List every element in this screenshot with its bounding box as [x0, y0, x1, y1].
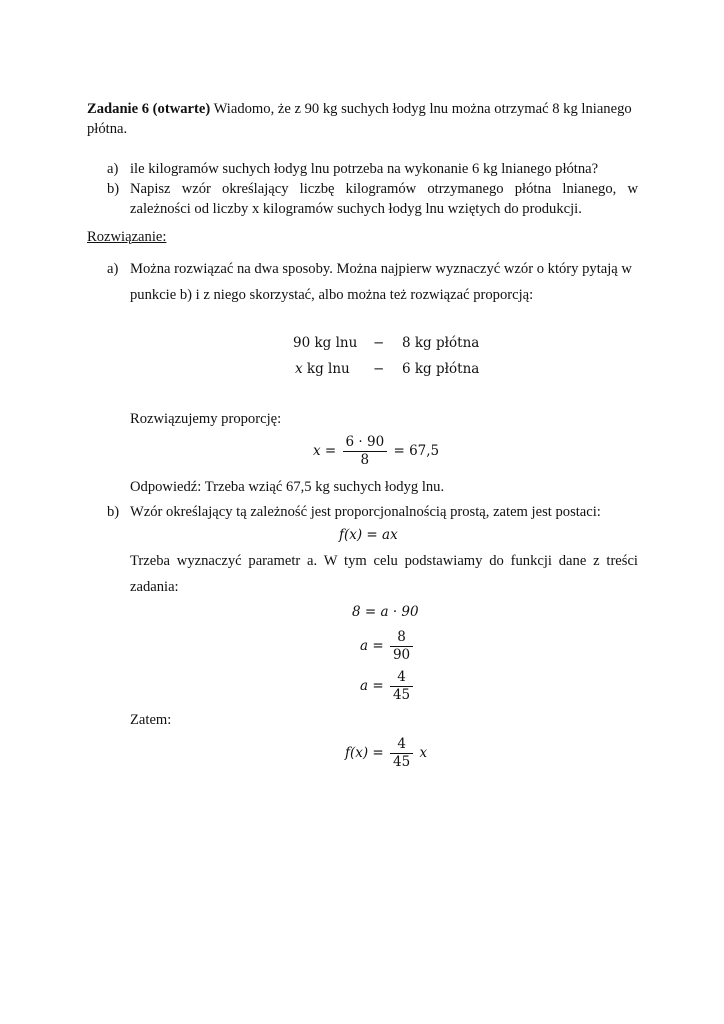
task-text: [87, 101, 632, 118]
equation-b1-text: 8 = a · 90: [352, 604, 419, 620]
task-item-a-marker: a): [107, 161, 119, 177]
formula-direct-proportion: f(x) = ax: [339, 527, 398, 543]
solution-b-line3: zadania:: [130, 579, 179, 595]
solution-heading: Rozwiązanie:: [87, 229, 167, 245]
task-item-b-marker: b): [107, 181, 120, 197]
proportion-left: 90 kg lnu: [293, 335, 358, 351]
final-formula-denominator: 45: [393, 754, 411, 770]
equation-x: [313, 434, 439, 469]
final-formula: [345, 736, 427, 771]
equation-b3-fraction: [390, 669, 413, 704]
solution-b-marker: b): [107, 504, 120, 520]
proportion-dash-1: −: [373, 335, 385, 351]
solution-a-line2: punkcie b) i z niego skorzystać, albo można też rozwiązać proporcją:: [130, 287, 534, 303]
equation-b2-fraction: [390, 629, 413, 664]
task-item-a-text: ile kilogramów suchych łodyg lnu potrzeba na wykonanie 6 kg lnianego płótna?: [130, 161, 599, 177]
final-formula-lhs: f(x) =: [345, 745, 384, 761]
proportion-right-1: 8 kg płótna: [402, 335, 480, 351]
solution-b-line1: Wzór określający tą zależność jest proporcjonalnością prostą, zatem jest postaci:: [130, 504, 601, 520]
proportion-var: x: [295, 361, 303, 377]
equation-x-lhs: x =: [313, 443, 337, 459]
equation-b3-denominator: 45: [392, 687, 411, 703]
task-text-line1: Wiadomo, że z 90 kg suchych łodyg lnu można otrzymać 8 kg lnianego: [210, 101, 632, 117]
equation-b2-denominator: 90: [392, 647, 411, 663]
equation-x-fraction: [343, 434, 388, 469]
equation-b1: [352, 604, 419, 620]
equation-x-rhs: = 67,5: [393, 443, 440, 459]
equation-b3: [360, 669, 415, 704]
therefore-label: Zatem:: [130, 712, 172, 728]
solution-b-line2: Trzeba wyznaczyć parametr a. W tym celu podstawiamy do funkcji dane z treści: [130, 553, 638, 569]
equation-x-denominator: 8: [360, 452, 370, 468]
final-formula-fraction: [390, 736, 413, 771]
equation-b2-lhs: a =: [360, 638, 384, 654]
task-title: Zadanie 6 (otwarte): [87, 101, 211, 117]
task-text-line2: płótna.: [87, 121, 128, 137]
final-formula-numerator: 4: [390, 736, 413, 754]
equation-b3-numerator: 4: [390, 669, 413, 687]
proportion-right-2: 6 kg płótna: [402, 361, 480, 377]
proportion-dash-2: −: [373, 361, 385, 377]
equation-b3-lhs: a =: [360, 678, 384, 694]
proportion-row-2: [295, 361, 350, 377]
proportion-row-1: [293, 335, 357, 351]
solve-label: Rozwiązujemy proporcję:: [130, 411, 282, 427]
answer-a: Odpowiedź: Trzeba wziąć 67,5 kg suchych łodyg lnu.: [130, 479, 445, 495]
equation-b2-numerator: 8: [390, 629, 413, 647]
solution-a-line1: Można rozwiązać na dwa sposoby. Można najpierw wyznaczyć wzór o który pytają w: [130, 261, 632, 277]
task-item-b-text-line1: Napisz wzór określający liczbę kilogramów otrzymanego płótna lnianego, w: [130, 181, 638, 197]
proportion-left: kg lnu: [302, 361, 350, 377]
solution-a-marker: a): [107, 261, 119, 277]
equation-x-numerator: 6 · 90: [343, 434, 388, 452]
task-item-b-text-line2: zależności od liczby x kilogramów suchych łodyg lnu wziętych do produkcji.: [130, 201, 582, 217]
final-formula-var: x: [419, 745, 428, 761]
equation-b2: [360, 629, 415, 664]
